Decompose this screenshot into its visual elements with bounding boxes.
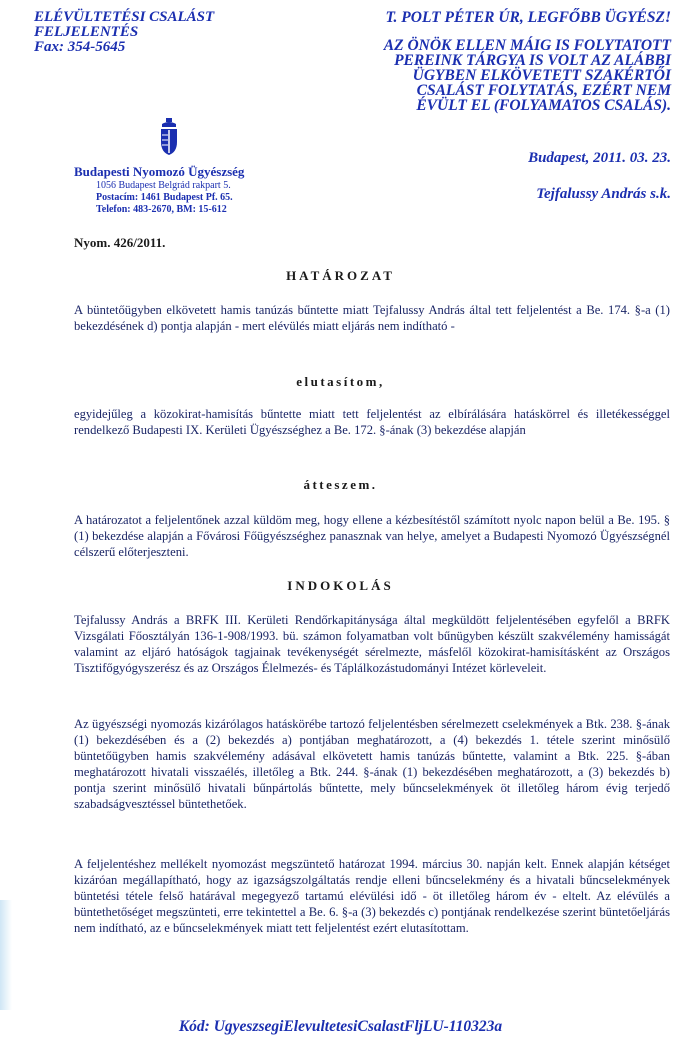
office-phone: Telefon: 483-2670, BM: 15-612 <box>96 204 227 215</box>
notice-line-1: AZ ÖNÖK ELLEN MÁIG IS FOLYTATOTT <box>383 37 671 54</box>
office-name: Budapesti Nyomozó Ügyészség <box>74 164 245 179</box>
paragraph-1: A büntetőügyben elkövetett hamis tanúzás bűntette miatt Tejfalussy András által tett feljelentést a Be. 174. §-a (1) bekezdésének d) pontja alapján - mert elévülés miatt eljárás nem indítható - <box>74 303 670 333</box>
notice-line-3: ÜGYBEN ELKÖVETETT SZAKÉRTŐI <box>412 67 671 84</box>
signature: Tejfalussy András s.k. <box>536 186 671 202</box>
decision-reject: elutasítom, <box>296 374 385 389</box>
header-left-block <box>34 10 294 55</box>
header-left-line2: FELJELENTÉS <box>34 24 139 40</box>
office-address: 1056 Budapest Belgrád rakpart 5. <box>96 180 231 191</box>
paragraph-3: A határozatot a feljelentőnek azzal küldöm meg, hogy ellene a kézbesítéstől számított nyolc napon belül a Be. 195. § (1) bekezdése alapján a Fővárosi Főügyészséghez panasznak van helye, amelyet a Budapesti Nyomozó Ügyészségnél célszerű előterjeszteni. <box>74 513 670 559</box>
header-left-line1: ELÉVÜLTETÉSI CSALÁST <box>34 9 215 25</box>
paragraph-6: A feljelentéshez mellékelt nyomozást megszüntető határozat 1994. március 30. napján kelt. Ennek alapján kétséget kizáróan megállapítható, hogy az igazságszolgáltatás rendje elleni bűncselekmény és a hivatali bűncselekmények büntetési tétele felső határával megegyező tartamú elévülési idő - öt illetőleg három év - eltelt. Az elévülés a büntethetőséget megszünteti, erre tekintettel a Be. 6. §-a (3) bekezdés c) pontjának rendelkezése szerint büntetőeljárás nem indítható, az e bűncselekmények miatt tett feljelentést ezért elutasítottam. <box>74 857 670 935</box>
notice-line-4: CSALÁST FOLYTATÁS, EZÉRT NEM <box>416 82 671 99</box>
place-date: Budapest, 2011. 03. 23. <box>528 150 671 166</box>
reference-number: Nyom. 426/2011. <box>74 235 166 250</box>
addressee: T. POLT PÉTER ÚR, LEGFŐBB ÜGYÉSZ! <box>385 9 671 26</box>
scan-edge-mark <box>0 900 12 1010</box>
decision-transfer: átteszem. <box>303 477 378 492</box>
paragraph-2: egyidejűleg a közokirat-hamisítás bűntette miatt tett feljelentést az elbírálására hatáskörrel és illetékességgel rendelkező Budapesti IX. Kerületi Ügyészséghez a Be. 172. §-ának (3) bekezdése alapján <box>74 407 670 437</box>
footer-code: Kód: UgyeszsegiElevultetesiCsalastFljLU-110323a <box>178 1018 503 1035</box>
notice-line-5: ÉVÜLT EL (FOLYAMATOS CSALÁS). <box>416 97 671 114</box>
paragraph-5: Az ügyészségi nyomozás kizárólagos hatáskörébe tartozó feljelentésben sérelmezett cselekmények a Btk. 238. §-ának (1) bekezdésében és a (2) bekezdés a) pontjában meghatározott, a (4) bekezdés 1. tétele szerint minősülő büntetőügyben hamis szakvélemény adásával elkövetett hamis tanúzás bűntette, valamint a Btk. 225. §-ában meghatározott hivatali visszaélés, illetőleg a Btk. 244. §-ának (1) bekezdésében meghatározott, a (3) bekezdés b) pontja szerint minősülő hivatali bűnpártolás bűntette, mely bűncselekmények öt illetőleg három évig terjedő szabadságvesztéssel büntethetőek. <box>74 717 670 811</box>
header-left-fax: Fax: 354-5645 <box>34 39 126 55</box>
reasoning-title: INDOKOLÁS <box>287 578 394 593</box>
hungarian-coat-of-arms-icon <box>158 118 180 156</box>
office-postal: Postacím: 1461 Budapest Pf. 65. <box>96 192 233 203</box>
document-title: HATÁROZAT <box>286 268 395 283</box>
office-letterhead <box>74 164 284 216</box>
header-right-block <box>331 10 671 113</box>
notice-line-2: PEREINK TÁRGYA IS VOLT AZ ALÁBBI <box>394 52 671 69</box>
paragraph-4: Tejfalussy András a BRFK III. Kerületi Rendőrkapitánysága által megküldött feljelentésében egyfelől a BRFK Vizsgálati Főosztályán 136-1-908/1993. bü. számon folyamatban volt bűnügyben készült szakvélemény hamisságát valamint az eljáró hatóságok tagjainak tevékenységét sérelmezte, másfelől közokirat-hamisításként az Országos Tisztifőgyógyszerész és az Országos Élelmezés- és Táplálkozástudományi Intézet körleveleit. <box>74 613 670 675</box>
